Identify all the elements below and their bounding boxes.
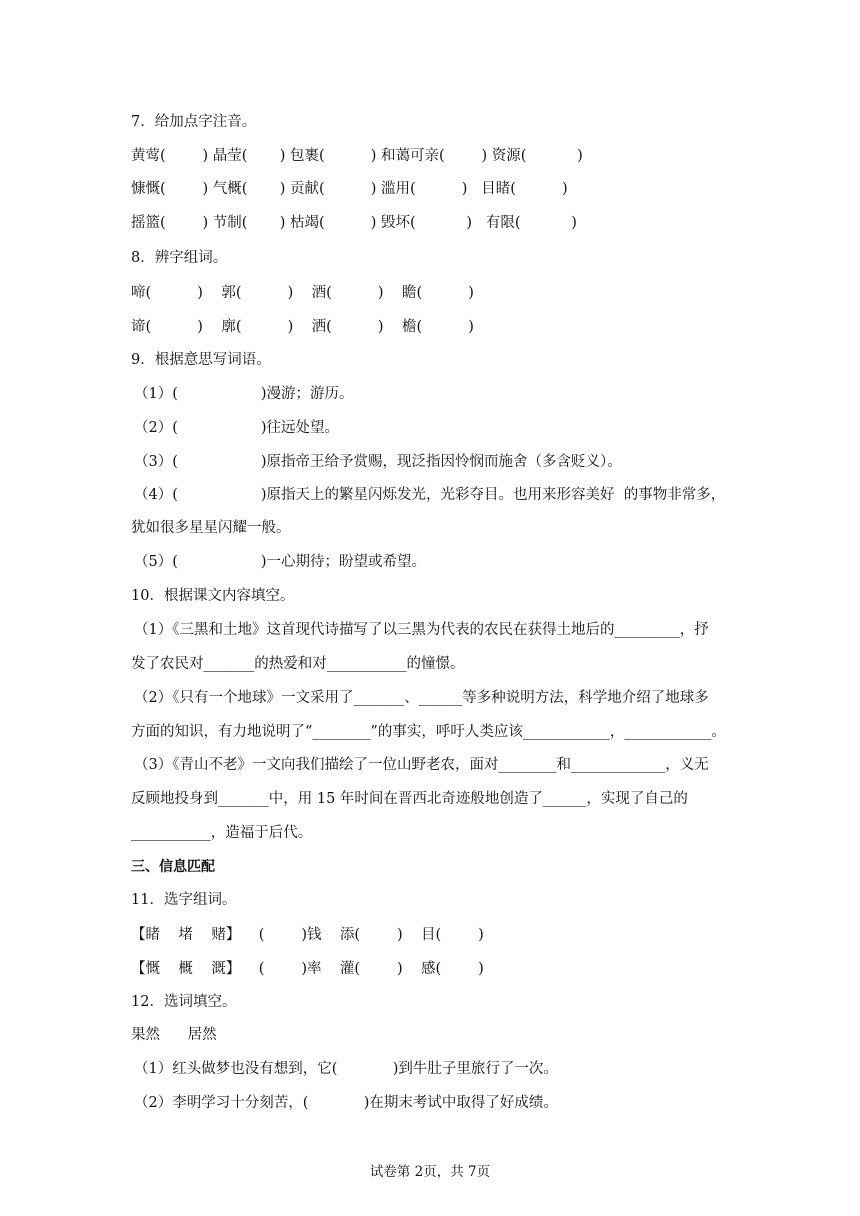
question-10-line-6: 反顾地投身到_______中，用 15 年时间在晋西北奇迹般地创造了______，实现了自己的 [131,791,688,807]
question-11-row-2: 【慨 概 溉】 ( )率 灌( ) 感( ) [131,961,484,977]
question-7-row-3: 摇篮( ) 节制( ) 枯竭( ) 毁坏( ) 有限( ) [131,215,577,231]
question-10-line-2: 发了农民对_______的热爱和对___________的憧憬。 [131,656,465,672]
question-9-item-5: （5）( )一心期待；盼望或希望。 [134,554,427,570]
question-10-line-5: （3）《青山不老》一文向我们描绘了一位山野老农，面对________和_____________，义无 [134,757,709,773]
question-9-item-1: （1）( )漫游；游历。 [134,386,354,402]
question-9-item-2: （2）( )往远处望。 [134,420,340,436]
question-9-item-4: （4）( )原指天上的繁星闪烁发光，光彩夺目。也用来形容美好 的事物非常多， [134,487,726,503]
question-7-row-2: 慷慨( ) 气概( ) 贡献( ) 滥用( ) 目睹( ) [131,181,568,197]
question-10-line-7: ___________，造福于后代。 [131,825,313,841]
question-10-line-3: （2）《只有一个地球》一文采用了_______、______等多种说明方法，科学地介绍了地球多 [134,690,709,706]
question-9-item-4-continued: 犹如很多星星闪耀一般。 [131,520,291,536]
question-7-title: 7．给加点字注音。 [131,114,257,130]
question-10-line-1: （1）《三黑和土地》这首现代诗描写了以三黑为代表的农民在获得土地后的_________，抒 [134,622,709,638]
question-8-row-2: 谛( ) 廓( ) 洒( ) 檐( ) [131,319,474,335]
question-10-title: 10．根据课文内容填空。 [131,588,295,604]
page-footer: 试卷第 2页，共 7页 [369,1164,491,1180]
question-12-item-1: （1）红头做梦也没有想到，它( )到牛肚子里旅行了一次。 [134,1061,558,1077]
section-heading: 三、信息匹配 [131,859,215,875]
question-8-row-1: 啼( ) 郭( ) 酒( ) 瞻( ) [131,285,474,301]
question-8-title: 8．辨字组词。 [131,250,228,266]
question-12-item-2: （2）李明学习十分刻苦，( )在期末考试中取得了好成绩。 [134,1095,558,1111]
question-10-line-4: 方面的知识，有力地说明了“________”的事实，呼吁人类应该____________，____________。 [131,724,726,740]
question-9-title: 9．根据意思写词语。 [131,352,271,368]
question-9-item-3: （3）( )原指帝王给予赏赐，现泛指因怜悯而施舍（多含贬义）。 [134,454,622,470]
question-11-row-1: 【睹 堵 赌】 ( )钱 添( ) 目( ) [131,927,484,943]
question-11-title: 11．选字组词。 [131,892,237,908]
question-12-title: 12．选词填空。 [131,994,237,1010]
question-7-row-1: 黄莺( ) 晶莹( ) 包裹( ) 和蔼可亲( ) 资源( ) [131,148,583,164]
question-12-word-choices: 果然 居然 [131,1027,217,1043]
